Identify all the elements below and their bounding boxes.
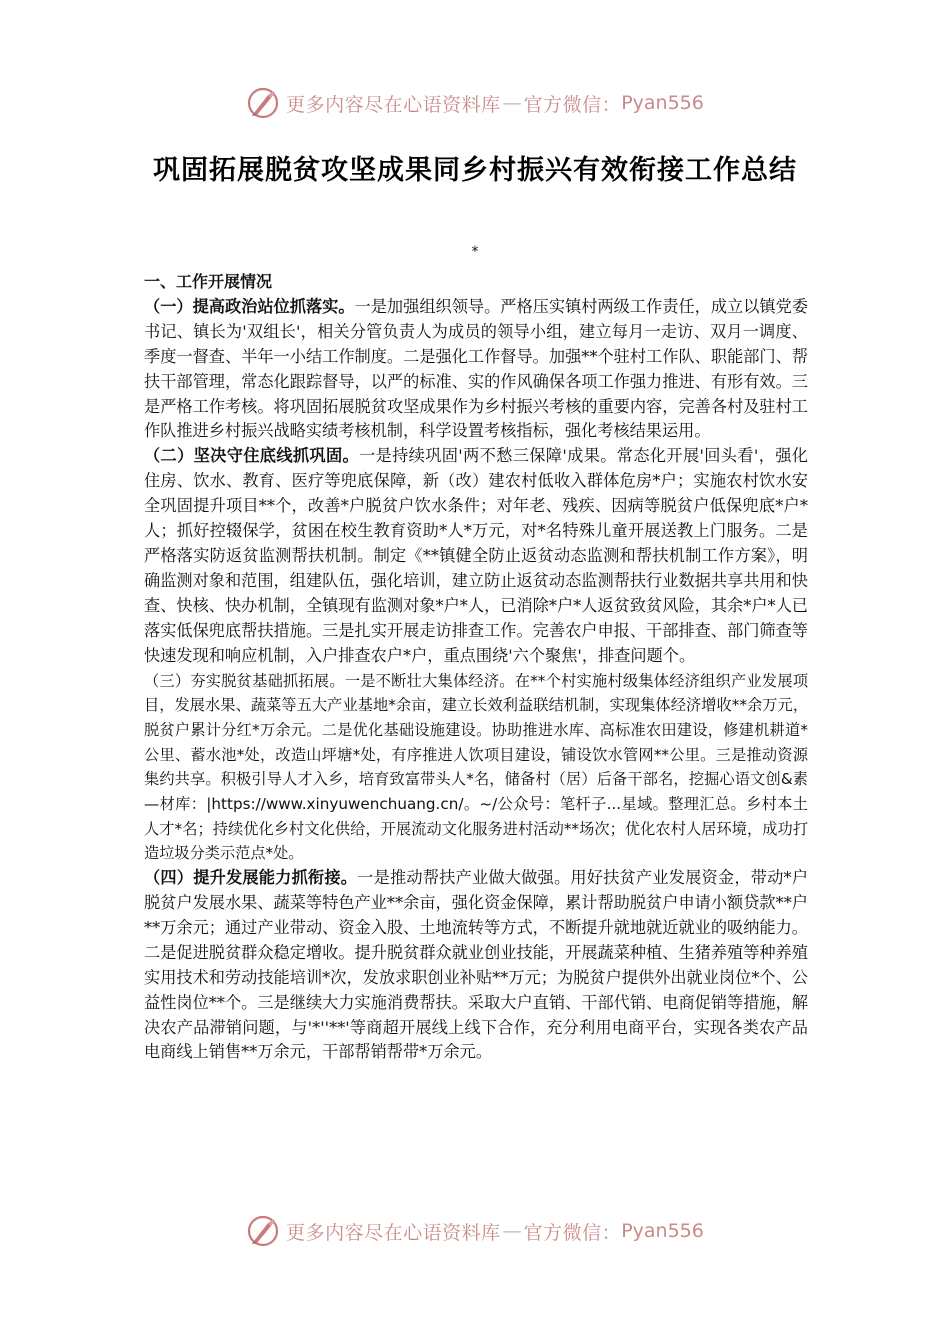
document-title: 巩固拓展脱贫攻坚成果同乡村振兴有效衔接工作总结 [153, 155, 797, 186]
brand-logo-icon [246, 86, 280, 120]
brand-logo-icon [246, 1214, 280, 1248]
paragraph-4-text: 一是推动帮扶产业做大做强。用好扶贫产业发展资金，带动*户脱贫户发展水果、蔬菜等特色产业**余亩，强化资金保障，累计帮助脱贫户申请小额贷款**户**万余元；通过产业带动、资金入股、土地流转等方式，不断提升就地就近就业的吸纳能力。二是促进脱贫群众稳定增收。提升脱贫群众就业创业技能，开展蔬菜种植、生猪养殖等种养殖实用技术和劳动技能培训*次，发放求职创业补贴**万元；为脱贫户提供外出就业岗位*个、公益性岗位**个。三是继续大力实施消费帮扶。采取大户直销、干部代销、电商促销等措施，解决农产品滞销问题，与'*''**'等商超开展线上线下合作，充分利用电商平台，实现各类农产品电商线上销售**万余元，干部帮销帮带*万余元。 [144, 868, 809, 1062]
paragraph-4 [144, 866, 808, 1065]
banner-wechat-label: 官方微信： [523, 93, 622, 116]
banner-separator: — [502, 92, 522, 114]
header-watermark [0, 83, 950, 123]
paragraph-1 [144, 295, 808, 444]
paragraph-2-text: 一是持续巩固'两不愁三保障'成果。常态化开展'回头看'，强化住房、饮水、教育、医疗等兜底保障，新（改）建农村低收入群体危房*户；实施农村饮水安全巩固提升项目**个，改善*户脱贫户饮水条件；对年老、残疾、因病等脱贫户低保兜底*户*人；抓好控辍保学，贫困在校生教育资助*人*万元，对*名特殊儿童开展送教上门服务。二是严格落实防返贫监测帮扶机制。制定《**镇健全防止返贫动态监测和帮扶机制工作方案》，明确监测对象和范围，组建队伍，强化培训，建立防止返贫动态监测帮扶行业数据共享共用和快查、快核、快办机制，全镇现有监测对象*户*人，已消除*户*人返贫致贫风险，其余*户*人已落实低保兜底帮扶措施。三是扎实开展走访排查工作。完善农户申报、干部排查、部门筛查等快速发现和响应机制，入户排查农户*户，重点围绕'六个聚焦'，排查问题个。 [144, 446, 808, 665]
banner-brand: 更多内容尽在心语资料库 [286, 1221, 501, 1244]
footer-watermark [0, 1211, 950, 1251]
title-star: * [471, 244, 479, 260]
banner-wechat-id: Pyan556 [621, 92, 704, 114]
paragraph-3-lead: （三）夯实脱贫基础抓拓展。 [144, 671, 345, 690]
banner-brand: 更多内容尽在心语资料库 [286, 93, 501, 116]
paragraph-3-text: 一是不断壮大集体经济。在**个村实施村级集体经济组织产业发展项目，发展水果、蔬菜等五大产业基地*余亩，建立长效利益联结机制，实现集体经济增收**余万元，脱贫户累计分红*万余元。二是优化基础设施建设。协助推进水库、高标准农田建设，修建机耕道*公里、蓄水池*处，改造山坪塘*处，有序推进人饮项目建设，铺设饮水管网**公里。三是推动资源集约共享。积极引导人才入乡，培育致富带头人*名，储备村（居）后备干部名，挖掘心语文创&素—材库：|https://www.xinyuwenchuang.cn/。~/公众号：笔杆子...星域。整理汇总。乡村本土人才*名；持续优化乡村文化供给，开展流动文化服务进村活动**场次；优化农村人居环境，成功打造垃圾分类示范点*处。 [144, 671, 809, 863]
banner-wechat-id: Pyan556 [621, 1220, 704, 1242]
paragraph-1-lead: （一）提高政治站位抓落实。 [144, 296, 355, 316]
section-heading: 一、工作开展情况 [144, 272, 273, 291]
banner-wechat-label: 官方微信： [523, 1221, 622, 1244]
paragraph-1-text: 一是加强组织领导。严格压实镇村两级工作责任，成立以镇党委书记、镇长为'双组长'，相关分管负责人为成员的领导小组，建立每月一走访、双月一调度、季度一督查、半年一小结工作制度。二是强化工作督导。加强**个驻村工作队、职能部门、帮扶干部管理，常态化跟踪督导，以严的标准、实的作风确保各项工作强力推进、有形有效。三是严格工作考核。将巩固拓展脱贫攻坚成果作为乡村振兴考核的重要内容，完善各村及驻村工作队推进乡村振兴战略实绩考核机制，科学设置考核指标，强化考核结果运用。 [144, 296, 809, 441]
banner-separator: — [502, 1220, 522, 1242]
paragraph-2-lead: （二）坚决守住底线抓巩固。 [144, 446, 360, 466]
document-body [144, 270, 808, 1065]
paragraph-3 [144, 669, 808, 867]
paragraph-2 [144, 444, 808, 668]
paragraph-4-lead: （四）提升发展能力抓衔接。 [144, 868, 358, 888]
